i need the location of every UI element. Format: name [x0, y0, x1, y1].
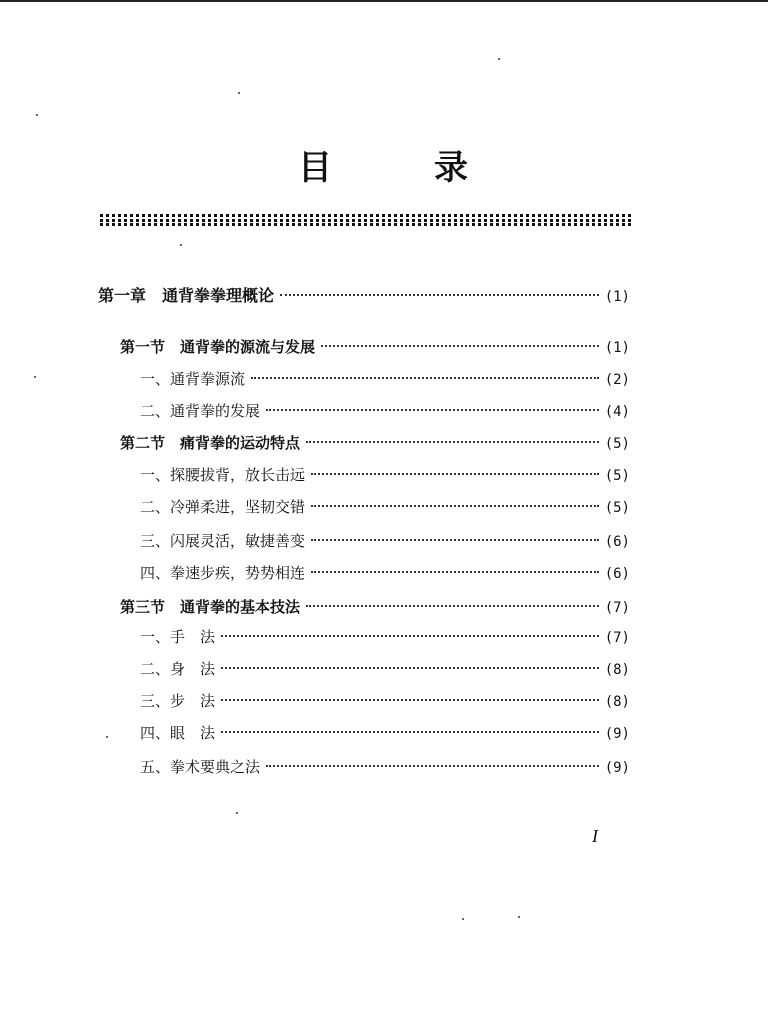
toc-entry-label: 二、身 法 — [140, 660, 216, 678]
toc-entry-page: (5) — [604, 500, 630, 516]
leader-dots — [251, 377, 599, 379]
leader-dots — [221, 635, 599, 637]
toc-entry-page: (4) — [604, 404, 630, 420]
toc-entry-page: (5) — [604, 468, 630, 484]
scan-speck — [498, 58, 500, 60]
toc-entry-label: 一、手 法 — [140, 628, 216, 646]
scan-speck — [238, 92, 240, 94]
scan-speck — [236, 812, 238, 814]
toc-entry-label: 三、闪展灵活，敏捷善变 — [140, 532, 306, 550]
leader-dots — [306, 441, 599, 443]
toc-item-entry[interactable] — [140, 756, 630, 778]
toc-item-entry[interactable] — [140, 464, 630, 486]
toc-item-entry[interactable] — [140, 690, 630, 712]
leader-dots — [280, 294, 599, 296]
toc-item-entry[interactable] — [140, 368, 630, 390]
toc-entry-label: 四、眼 法 — [140, 724, 216, 742]
toc-entry-page: (2) — [604, 372, 630, 388]
toc-item-entry[interactable] — [140, 722, 630, 744]
scan-speck — [462, 918, 464, 920]
toc-entry-label: 五、拳术要典之法 — [140, 758, 261, 776]
toc-entry-page: (7) — [604, 600, 630, 616]
scan-speck — [180, 244, 182, 246]
scan-speck — [518, 916, 520, 918]
toc-entry-label: 一、探腰拔背，放长击远 — [140, 466, 306, 484]
leader-dots — [311, 539, 599, 541]
leader-dots — [311, 473, 599, 475]
toc-entry-label: 第三节 通背拳的基本技法 — [120, 598, 301, 616]
toc-entry-page: (6) — [604, 534, 630, 550]
toc-item-entry[interactable] — [140, 530, 630, 552]
scan-speck — [106, 736, 108, 738]
toc-entry-label: 二、冷弹柔进，坚韧交错 — [140, 498, 306, 516]
toc-entry-page: (9) — [604, 760, 630, 776]
toc-chapter-page: (1) — [604, 289, 630, 305]
page-number: I — [592, 826, 598, 846]
toc-item-entry[interactable] — [140, 626, 630, 648]
toc-entry-page: (5) — [604, 436, 630, 452]
toc-entry-label: 第一节 通背拳的源流与发展 — [120, 338, 316, 356]
toc-section-entry[interactable] — [120, 336, 630, 358]
title-char-left: 目 — [298, 148, 334, 188]
toc-entry-label: 四、拳速步疾，势势相连 — [140, 564, 306, 582]
leader-dots — [311, 571, 599, 573]
toc-entry-label: 二、通背拳的发展 — [140, 402, 261, 420]
leader-dots — [321, 345, 599, 347]
toc-entry-label: 一、通背拳源流 — [140, 370, 246, 388]
toc-item-entry[interactable] — [140, 658, 630, 680]
leader-dots — [221, 731, 599, 733]
toc-entry-page: (8) — [604, 662, 630, 678]
leader-dots — [221, 699, 599, 701]
leader-dots — [306, 605, 599, 607]
leader-dots — [266, 765, 599, 767]
leader-dots — [311, 505, 599, 507]
toc-item-entry[interactable] — [140, 400, 630, 422]
toc-entry-page: (9) — [604, 726, 630, 742]
toc-entry-label: 三、步 法 — [140, 692, 216, 710]
toc-chapter-entry[interactable] — [98, 285, 630, 307]
toc-item-entry[interactable] — [140, 562, 630, 584]
leader-dots — [266, 409, 599, 411]
toc-entry-page: (1) — [604, 340, 630, 356]
scan-speck — [36, 114, 38, 116]
toc-entry-page: (8) — [604, 694, 630, 710]
leader-dots — [221, 667, 599, 669]
toc-section-entry[interactable] — [120, 596, 630, 618]
scan-speck — [34, 376, 36, 378]
title-char-right: 录 — [434, 148, 470, 188]
toc-section-entry[interactable] — [120, 432, 630, 454]
toc-entry-page: (6) — [604, 566, 630, 582]
toc-entry-label: 第二节 痛背拳的运动特点 — [120, 434, 301, 452]
toc-item-entry[interactable] — [140, 496, 630, 518]
toc-entry-page: (7) — [604, 630, 630, 646]
toc-chapter-label: 第一章 通背拳拳理概论 — [98, 286, 275, 305]
